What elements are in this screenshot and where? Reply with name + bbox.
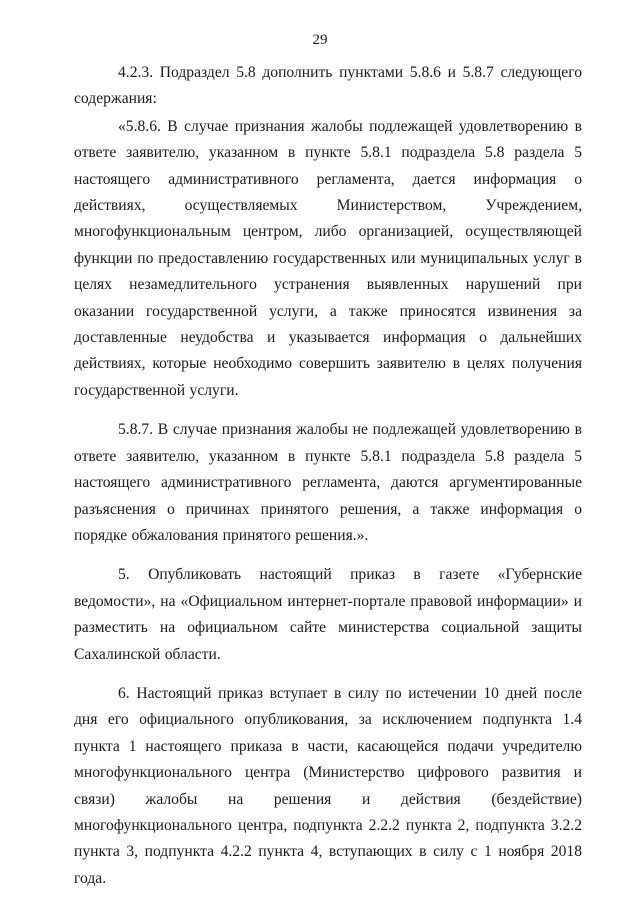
page-number: 29 bbox=[312, 32, 328, 48]
paragraph-5-publication: 5. Опубликовать настоящий приказ в газете «Губернские ведомости», на «Официальном интернет-портале правовой информации» и разместить на официальном сайте министерства социальной защиты Сахалинской области. bbox=[74, 566, 582, 663]
paragraph-6-entry-into-force: 6. Настоящий приказ вступает в силу по истечении 10 дней после дня его официального опубликования, за исключением подпункта 1.4 пункта 1 настоящего приказа в части, касающейся подачи учредителю многофункционального центра (Министерство цифрового развития и связи) жалобы на решения и действия (бездействие) многофункционального центра, подпункта 2.2.2 пункта 2, подпункта 3.2.2 пункта 3, подпункта 4.2.2 пункта 4, вступающих в силу с 1 ноября 2018 года. bbox=[74, 684, 582, 887]
paragraph-5-8-6: «5.8.6. В случае признания жалобы подлежащей удовлетворению в ответе заявителю, указанном в пункте 5.8.1 подраздела 5.8 раздела 5 настоящего административного регламента, дается информация о действиях, осуществляемых Министерством, Учреждением, многофункциональным центром, либо организацией, осуществляющей функции по предоставлению государственных или муниципальных услуг в целях незамедлительного устранения выявленных нарушений при оказании государственной услуги, а также приносятся извинения за доставленные неудобства и указывается информация о дальнейших действиях, которые необходимо совершить заявителю в целях получения государственной услуги. bbox=[74, 117, 582, 399]
paragraph-5-8-7: 5.8.7. В случае признания жалобы не подлежащей удовлетворению в ответе заявителю, указанном в пункте 5.8.1 подраздела 5.8 раздела 5 настоящего административного регламента, даются аргументированные разъяснения о причинах принятого решения, а также информация о порядке обжалования принятого решения.». bbox=[74, 421, 582, 544]
document-body bbox=[74, 60, 582, 905]
paragraph-4-2-3: 4.2.3. Подраздел 5.8 дополнить пунктами 5.8.6 и 5.8.7 следующего содержания: bbox=[74, 64, 582, 108]
